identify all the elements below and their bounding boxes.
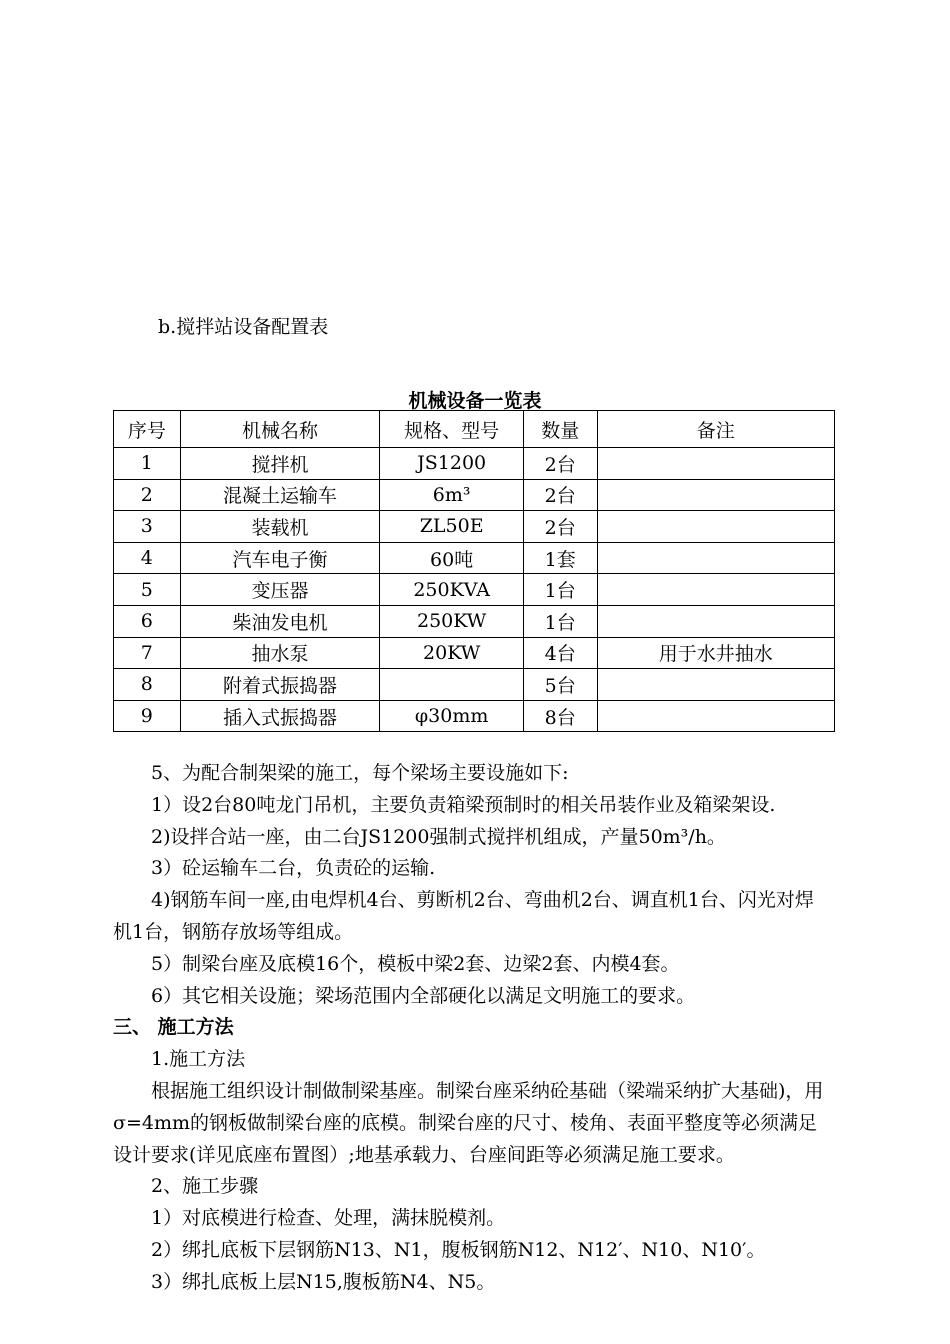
- body-paragraph: 4)钢筋车间一座,由电焊机4台、剪断机2台、弯曲机2台、调直机1台、闪光对焊机1台，钢筋存放场等组成。: [113, 889, 814, 943]
- body-paragraph: 3）砼运输车二台，负责砼的运输.: [151, 857, 436, 880]
- table-row: [114, 574, 835, 606]
- cell-name: 混凝土运输车: [180, 479, 380, 511]
- cell-quantity: 4台: [523, 637, 597, 669]
- cell-name: 柴油发电机: [180, 605, 380, 637]
- cell-index: 4: [114, 542, 181, 574]
- table-row: [114, 605, 835, 637]
- cell-name: 装载机: [180, 511, 380, 543]
- cell-model: [380, 669, 524, 701]
- header-index: 序号: [114, 411, 181, 448]
- header-name: 机械名称: [180, 411, 380, 448]
- equipment-table: [113, 410, 835, 732]
- body-paragraph: 根据施工组织设计制做制梁基座。制梁台座采纳砼基础（梁端采纳扩大基础)，用σ=4mm的钢板做制梁台座的底模。制梁台座的尺寸、棱角、表面平整度等必须满足设计要求(详见底座布置图）;地基承载力、台座间距等必须满足施工要求。: [113, 1079, 824, 1166]
- cell-model: φ30mm: [380, 700, 524, 732]
- section-subheading: b.搅拌站设备配置表: [158, 316, 329, 338]
- cell-remark: [597, 700, 834, 732]
- cell-remark: [597, 605, 834, 637]
- body-paragraph: 1）对底模进行检查、处理，满抹脱模剂。: [151, 1207, 506, 1230]
- cell-remark: [597, 479, 834, 511]
- cell-index: 3: [114, 511, 181, 543]
- body-paragraph: 2、施工步骤: [151, 1175, 259, 1198]
- body-paragraph: 2）绑扎底板下层钢筋N13、N1，腹板钢筋N12、N12′、N10、N10′。: [151, 1238, 766, 1261]
- cell-quantity: 1台: [523, 605, 597, 637]
- cell-index: 1: [114, 448, 181, 480]
- cell-index: 6: [114, 605, 181, 637]
- cell-remark: [597, 448, 834, 480]
- table-body: [114, 448, 835, 732]
- cell-name: 插入式振捣器: [180, 700, 380, 732]
- body-paragraph: 5）制梁台座及底模16个，模板中梁2套、边梁2套、内模4套。: [151, 952, 680, 975]
- cell-model: 250KW: [380, 605, 524, 637]
- table-row: [114, 479, 835, 511]
- cell-name: 汽车电子衡: [180, 542, 380, 574]
- table-row: [114, 669, 835, 701]
- body-paragraph: 3）绑扎底板上层N15,腹板筋N4、N5。: [151, 1270, 496, 1293]
- cell-index: 5: [114, 574, 181, 606]
- cell-name: 抽水泵: [180, 637, 380, 669]
- table-header-row: [114, 411, 835, 448]
- cell-index: 2: [114, 479, 181, 511]
- body-paragraph: 2)设拌合站一座，由二台JS1200强制式搅拌机组成，产量50m³/h。: [151, 825, 726, 848]
- cell-model: ZL50E: [380, 511, 524, 543]
- cell-quantity: 1套: [523, 542, 597, 574]
- cell-index: 7: [114, 637, 181, 669]
- cell-remark: [597, 669, 834, 701]
- cell-model: 250KVA: [380, 574, 524, 606]
- table-row: [114, 448, 835, 480]
- cell-quantity: 2台: [523, 448, 597, 480]
- header-model: 规格、型号: [380, 411, 524, 448]
- cell-name: 附着式振捣器: [180, 669, 380, 701]
- cell-quantity: 1台: [523, 574, 597, 606]
- table-row: [114, 542, 835, 574]
- body-paragraph: 5、为配合制架梁的施工，每个梁场主要设施如下:: [151, 762, 569, 784]
- cell-name: 搅拌机: [180, 448, 380, 480]
- header-quantity: 数量: [523, 411, 597, 448]
- table-row: [114, 700, 835, 732]
- cell-remark: [597, 511, 834, 543]
- cell-quantity: 8台: [523, 700, 597, 732]
- cell-model: 60吨: [380, 542, 524, 574]
- cell-model: 20KW: [380, 637, 524, 669]
- cell-model: 6m³: [380, 479, 524, 511]
- body-text: [113, 758, 831, 1299]
- table-row: [114, 637, 835, 669]
- cell-remark: [597, 542, 834, 574]
- body-paragraph: 6）其它相关设施；梁场范围内全部硬化以满足文明施工的要求。: [151, 984, 696, 1007]
- body-paragraph: 1）设2台80吨龙门吊机，主要负责箱梁预制时的相关吊装作业及箱梁架设.: [151, 793, 776, 816]
- table-title: 机械设备一览表: [408, 390, 542, 412]
- cell-index: 9: [114, 700, 181, 732]
- cell-remark: [597, 574, 834, 606]
- cell-model: JS1200: [380, 448, 524, 480]
- cell-quantity: 2台: [523, 511, 597, 543]
- section-heading: 三、 施工方法: [113, 1016, 234, 1039]
- cell-quantity: 2台: [523, 479, 597, 511]
- header-remark: 备注: [597, 411, 834, 448]
- cell-name: 变压器: [180, 574, 380, 606]
- cell-quantity: 5台: [523, 669, 597, 701]
- table-row: [114, 511, 835, 543]
- cell-index: 8: [114, 669, 181, 701]
- body-paragraph: 1.施工方法: [151, 1048, 246, 1071]
- cell-remark: 用于水井抽水: [597, 637, 834, 669]
